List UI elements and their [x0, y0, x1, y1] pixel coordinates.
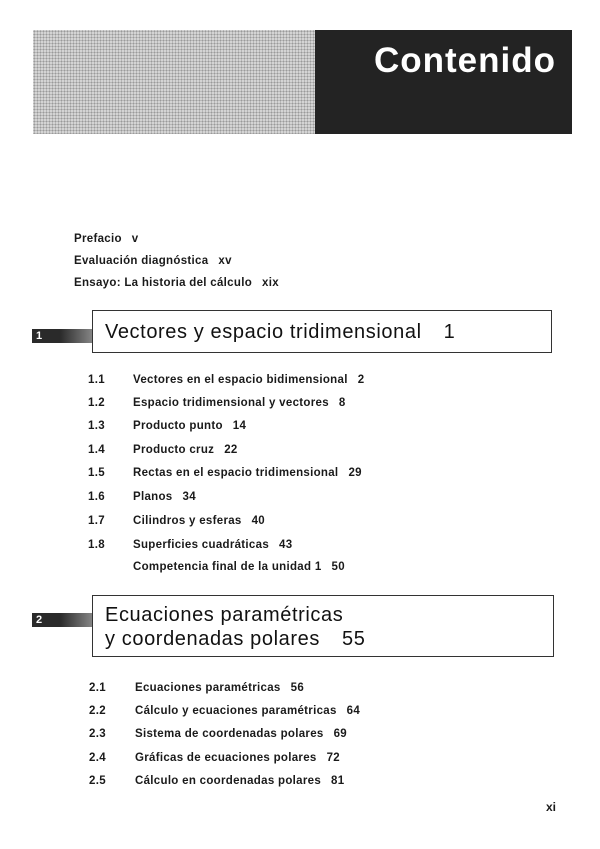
section-title-wrap — [133, 491, 196, 503]
toc-entry-evaluacion[interactable] — [74, 255, 232, 267]
unit-title-line1: Ecuaciones paramétricas — [105, 604, 344, 626]
section-page: 29 — [348, 467, 362, 479]
section-title: Planos — [133, 491, 173, 503]
entry-title: Prefacio — [74, 233, 122, 245]
section-page: 14 — [232, 420, 247, 432]
section-number: 2.1 — [89, 682, 106, 694]
section-title: Superficies cuadráticas — [133, 539, 270, 551]
entry-page: v — [131, 233, 139, 245]
section-title: Producto punto — [133, 420, 223, 432]
header-texture — [33, 30, 315, 134]
section-page: 64 — [346, 705, 361, 717]
section-title: Cálculo en coordenadas polares — [135, 775, 322, 787]
section-number: 1.7 — [88, 515, 105, 527]
section-number: 1.1 — [88, 374, 105, 386]
section-title-wrap — [133, 467, 362, 479]
unit-number-tab — [32, 613, 94, 627]
entry-title: Ensayo: La historia del cálculo — [74, 277, 253, 289]
unit-number: 1 — [36, 330, 43, 342]
page-number: xi — [546, 800, 557, 814]
section-title: Competencia final de la unidad 1 — [133, 561, 322, 573]
section-page: 50 — [331, 561, 345, 573]
unit-heading-1[interactable] — [92, 310, 552, 353]
entry-page: xv — [218, 255, 232, 267]
unit-page: 1 — [443, 321, 456, 343]
section-title: Vectores en el espacio bidimensional — [133, 374, 348, 386]
section-page: 72 — [326, 752, 340, 764]
section-title: Cilindros y esferas — [133, 515, 242, 527]
section-number: 2.3 — [89, 728, 106, 740]
section-title: Producto cruz — [133, 444, 215, 456]
section-page: 40 — [251, 515, 266, 527]
section-number: 2.5 — [89, 775, 106, 787]
section-title: Espacio tridimensional y vectores — [133, 397, 329, 409]
section-title: Ecuaciones paramétricas — [135, 682, 281, 694]
section-number: 1.4 — [88, 444, 105, 456]
section-title-wrap — [133, 515, 265, 527]
unit-number-tab — [32, 329, 94, 343]
section-page: 81 — [331, 775, 345, 787]
section-title-wrap — [133, 374, 364, 386]
page-title: Contenido — [373, 41, 556, 80]
unit-heading-2[interactable] — [92, 595, 554, 657]
section-title: Gráficas de ecuaciones polares — [135, 752, 317, 764]
section-page: 34 — [182, 491, 196, 503]
section-number: 1.3 — [88, 420, 105, 432]
section-page: 56 — [290, 682, 305, 694]
entry-title: Evaluación diagnóstica — [74, 255, 209, 267]
section-title-wrap — [133, 444, 238, 456]
section-page: 2 — [357, 374, 365, 386]
section-title-wrap — [133, 420, 246, 432]
section-title-wrap — [133, 561, 345, 573]
section-page: 22 — [224, 444, 238, 456]
toc-entry-prefacio[interactable] — [74, 233, 139, 245]
unit-title-line2-wrap — [105, 627, 365, 651]
entry-page: xix — [262, 277, 279, 289]
section-title: Sistema de coordenadas polares — [135, 728, 324, 740]
section-page: 43 — [279, 539, 293, 551]
section-title: Cálculo y ecuaciones paramétricas — [135, 705, 337, 717]
section-title-wrap — [135, 775, 344, 787]
section-page: 8 — [338, 397, 346, 409]
section-title-wrap — [135, 705, 360, 717]
section-number: 2.4 — [89, 752, 106, 764]
unit-page: 55 — [341, 628, 366, 650]
section-number: 1.6 — [88, 491, 105, 503]
unit-title-text: Vectores y espacio tridimensional — [105, 321, 422, 343]
section-title-wrap — [135, 682, 304, 694]
toc-entry-ensayo[interactable] — [74, 277, 279, 289]
section-title-wrap — [135, 728, 347, 740]
section-title: Rectas en el espacio tridimensional — [133, 467, 339, 479]
header-banner — [315, 30, 572, 134]
section-number: 2.2 — [89, 705, 106, 717]
section-title-wrap — [135, 752, 340, 764]
section-number: 1.2 — [88, 397, 105, 409]
unit-title — [105, 320, 455, 344]
section-title-wrap — [133, 397, 346, 409]
section-number: 1.8 — [88, 539, 105, 551]
section-page: 69 — [333, 728, 348, 740]
section-title-wrap — [133, 539, 292, 551]
section-number: 1.5 — [88, 467, 105, 479]
unit-number: 2 — [36, 614, 43, 626]
unit-title-line2: y coordenadas polares — [105, 628, 320, 650]
